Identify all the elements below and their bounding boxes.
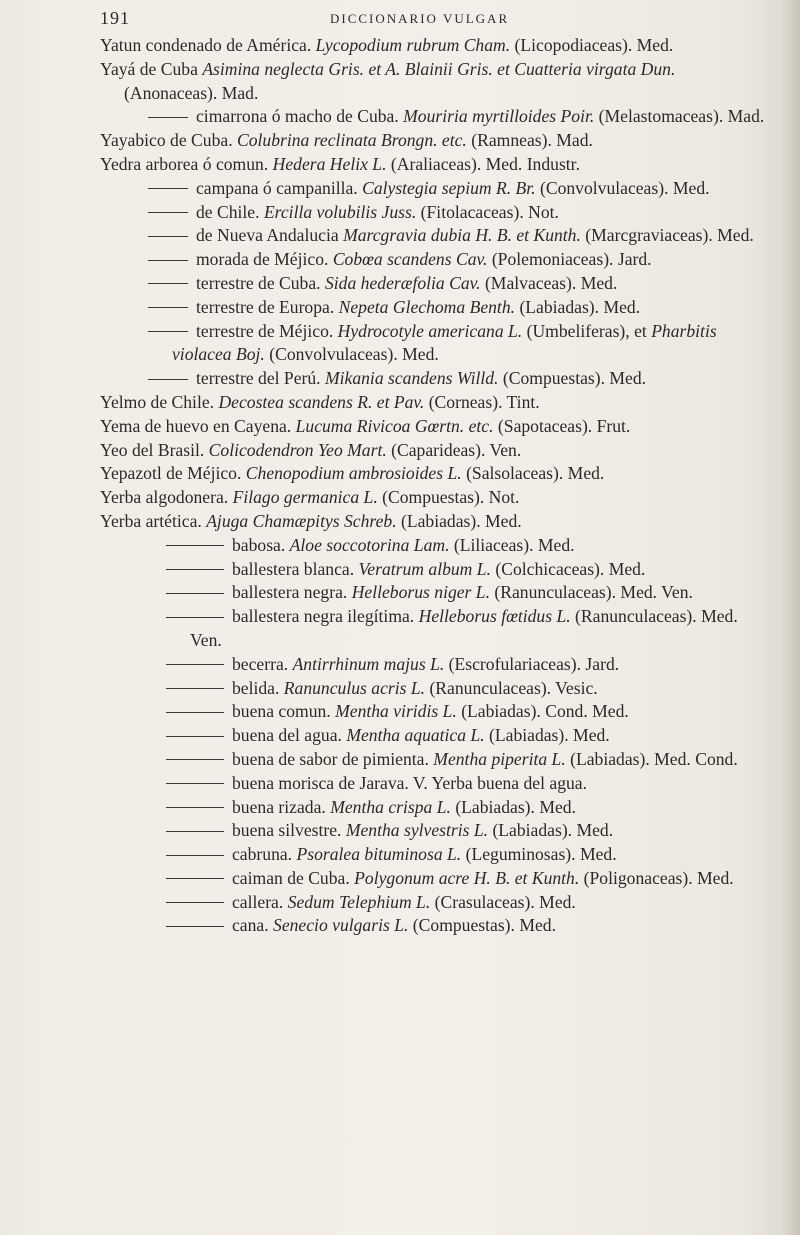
entry: Yerba artética. Ajuga Chamæpitys Schreb. (Labiadas). Med.: [100, 510, 522, 531]
entry-dash: [166, 617, 224, 618]
entry: ballestera blanca. Veratrum album L. (Colchicaceas). Med.: [100, 558, 765, 582]
entry: Yeo del Brasil. Colicodendron Yeo Mart. (Caparideas). Ven.: [100, 439, 522, 460]
entry-dash: [166, 902, 224, 903]
entry-dash: [148, 117, 188, 118]
entry: ballestera negra ilegítima. Helleborus fœtidus L. (Ranunculaceas). Med. Ven.: [100, 605, 765, 653]
entry: ballestera negra. Helleborus niger L. (Ranunculaceas). Med. Ven.: [100, 581, 765, 605]
entry-dash: [148, 188, 188, 189]
entry: Yayabico de Cuba. Colubrina reclinata Brongn. etc. (Ramneas). Mad.: [100, 130, 593, 151]
entry-dash: [148, 331, 188, 332]
entry-dash: [166, 688, 224, 689]
entry-dash: [166, 783, 224, 784]
page-edge-shadow: [782, 0, 800, 1235]
entry: babosa. Aloe soccotorina Lam. (Liliaceas). Med.: [100, 534, 765, 558]
entry: campana ó campanilla. Calystegia sepium R. Br. (Convolvulaceas). Med.: [100, 177, 765, 201]
running-head: DICCIONARIO VULGAR: [330, 11, 510, 26]
entry-dash: [166, 593, 224, 594]
entry-dash: [166, 569, 224, 570]
entry: callera. Sedum Telephium L. (Crasulaceas). Med.: [100, 891, 765, 915]
entry: Yema de huevo en Cayena. Lucuma Rivicoa Gœrtn. etc. (Sapotaceas). Frut.: [100, 415, 631, 436]
entry-dash: [166, 878, 224, 879]
entry-dash: [148, 236, 188, 237]
entry-dash: [148, 307, 188, 308]
entry: terrestre de Europa. Nepeta Glechoma Benth. (Labiadas). Med.: [100, 296, 765, 320]
entry: Yepazotl de Méjico. Chenopodium ambrosioides L. (Salsolaceas). Med.: [100, 463, 605, 484]
entry-dash: [166, 736, 224, 737]
entry: terrestre del Perú. Mikania scandens Willd. (Compuestas). Med.: [100, 367, 765, 391]
entry-dash: [148, 260, 188, 261]
entry-dash: [148, 283, 188, 284]
dictionary-entries: [100, 34, 765, 938]
entry-dash: [166, 855, 224, 856]
entry-dash: [148, 212, 188, 213]
entry: buena silvestre. Mentha sylvestris L. (Labiadas). Med.: [100, 819, 765, 843]
entry: de Chile. Ercilla volubilis Juss. (Fitolacaceas). Not.: [100, 201, 765, 225]
entry: Yelmo de Chile. Decostea scandens R. et Pav. (Corneas). Tint.: [100, 391, 540, 412]
entry-dash: [166, 807, 224, 808]
entry-dash: [166, 759, 224, 760]
entry: cabruna. Psoralea bituminosa L. (Leguminosas). Med.: [100, 843, 765, 867]
entry: buena de sabor de pimienta. Mentha piperita L. (Labiadas). Med. Cond.: [100, 748, 765, 772]
entry-dash: [166, 831, 224, 832]
entry: cana. Senecio vulgaris L. (Compuestas). Med.: [100, 914, 765, 938]
entry: buena rizada. Mentha crispa L. (Labiadas). Med.: [100, 796, 765, 820]
entry: belida. Ranunculus acris L. (Ranunculaceas). Vesic.: [100, 677, 765, 701]
entry: Yerba algodonera. Filago germanica L. (Compuestas). Not.: [100, 487, 520, 508]
page-number: 191: [100, 8, 130, 28]
entry: buena del agua. Mentha aquatica L. (Labiadas). Med.: [100, 724, 765, 748]
entry-dash: [166, 545, 224, 546]
entry: Yatun condenado de América. Lycopodium rubrum Cham. (Licopodiaceas). Med.: [100, 35, 674, 55]
entry: cimarrona ó macho de Cuba. Mouriria myrtilloides Poir. (Melastomaceas). Mad.: [100, 105, 765, 129]
entry: terrestre de Cuba. Sida hederæfolia Cav. (Malvaceas). Med.: [100, 272, 765, 296]
entry-dash: [166, 712, 224, 713]
entry: terrestre de Méjico. Hydrocotyle americana L. (Umbeliferas), et Pharbitis violacea Boj. (Convolvulaceas). Med.: [100, 320, 765, 368]
entry: Yayá de Cuba Asimina neglecta Gris. et A. Blainii Gris. et Cuatteria virgata Dun. (Anonaceas). Mad.: [100, 58, 676, 103]
entry: Yedra arborea ó comun. Hedera Helix L. (Araliaceas). Med. Industr.: [100, 153, 580, 174]
entry: caiman de Cuba. Polygonum acre H. B. et Kunth. (Poligonaceas). Med.: [100, 867, 765, 891]
entry-dash: [166, 664, 224, 665]
entry: morada de Méjico. Cobœa scandens Cav. (Polemoniaceas). Jard.: [100, 248, 765, 272]
entry-dash: [148, 379, 188, 380]
entry-dash: [166, 926, 224, 927]
page-header: [100, 8, 760, 32]
entry: de Nueva Andalucia Marcgravia dubia H. B. et Kunth. (Marcgraviaceas). Med.: [100, 224, 765, 248]
entry: buena comun. Mentha viridis L. (Labiadas). Cond. Med.: [100, 700, 765, 724]
entry: becerra. Antirrhinum majus L. (Escrofulariaceas). Jard.: [100, 653, 765, 677]
entry: buena morisca de Jarava. V. Yerba buena del agua.: [100, 772, 765, 796]
